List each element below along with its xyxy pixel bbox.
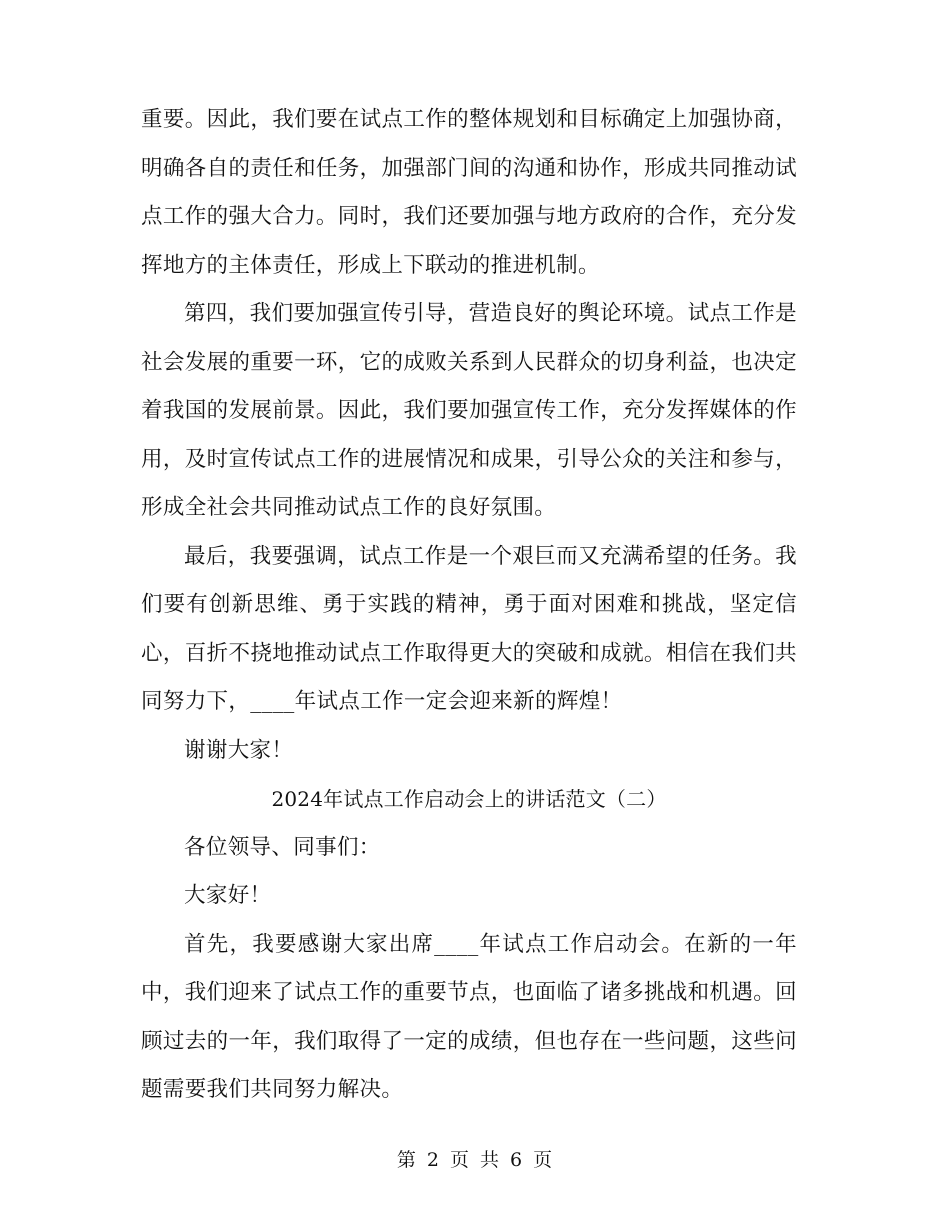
paragraph-thanks: 谢谢大家！ [184, 737, 294, 763]
section-title: 2024年试点工作启动会上的讲话范文（二） [271, 787, 667, 811]
page-number-footer: 第 2 页 共 6 页 [396, 1149, 554, 1171]
paragraph-salutation: 各位领导、同事们： [184, 834, 381, 860]
paragraph-opening: 首先，我要感谢大家出席____年试点工作启动会。在新的一年中，我们迎来了试点工作的重要节点，也面临了诸多挑战和机遇。回顾过去的一年，我们取得了一定的成绩，但也存在一些问题，这些问题需要我们共同努力解决。 [141, 931, 797, 1102]
paragraph-greeting: 大家好！ [184, 883, 272, 908]
paragraph-continuation: 重要。因此，我们要在试点工作的整体规划和目标确定上加强协商，明确各自的责任和任务，加强部门间的沟通和协作，形成共同推动试点工作的强大合力。同时，我们还要加强与地方政府的合作，充分发挥地方的主体责任，形成上下联动的推进机制。 [141, 107, 797, 278]
paragraph-fourth-point: 第四，我们要加强宣传引导，营造良好的舆论环境。试点工作是社会发展的重要一环，它的成败关系到人民群众的切身利益，也决定着我国的发展前景。因此，我们要加强宣传工作，充分发挥媒体的作用，及时宣传试点工作的进展情况和成果，引导公众的关注和参与，形成全社会共同推动试点工作的良好氛围。 [141, 301, 797, 520]
document-body [141, 96, 797, 1115]
paragraph-conclusion: 最后，我要强调，试点工作是一个艰巨而又充满希望的任务。我们要有创新思维、勇于实践的精神，勇于面对困难和挑战，坚定信心，百折不挠地推动试点工作取得更大的突破和成就。相信在我们共同努力下，____年试点工作一定会迎来新的辉煌！ [141, 543, 797, 714]
